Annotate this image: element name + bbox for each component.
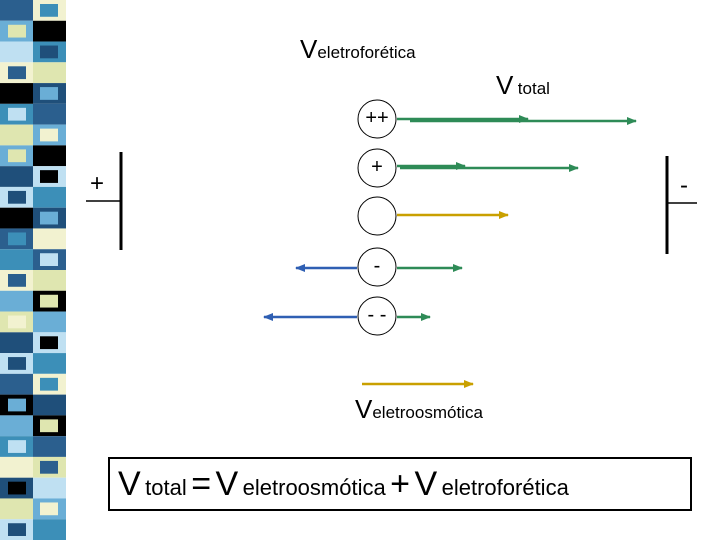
anode-electrode bbox=[86, 152, 121, 250]
label-v-electrophoretic: Veletroforética bbox=[300, 34, 416, 64]
label-pole-positive: + bbox=[90, 170, 105, 197]
formula-box bbox=[108, 457, 692, 511]
label-v-total: V total bbox=[496, 70, 550, 100]
ion-label-positive: + bbox=[371, 156, 383, 178]
ion-neutral bbox=[358, 197, 396, 235]
ion-label-double-positive: ++ bbox=[365, 107, 389, 129]
label-v-electroosmotic: Veletroosmótica bbox=[355, 394, 483, 424]
cathode-electrode bbox=[667, 156, 697, 254]
label-pole-negative: - bbox=[680, 172, 688, 199]
ion-label-double-negative: - - bbox=[367, 304, 387, 326]
ion-label-negative: - bbox=[373, 255, 381, 277]
velocity-formula: V total = V eletroosmótica + V eletroforética bbox=[118, 465, 569, 503]
